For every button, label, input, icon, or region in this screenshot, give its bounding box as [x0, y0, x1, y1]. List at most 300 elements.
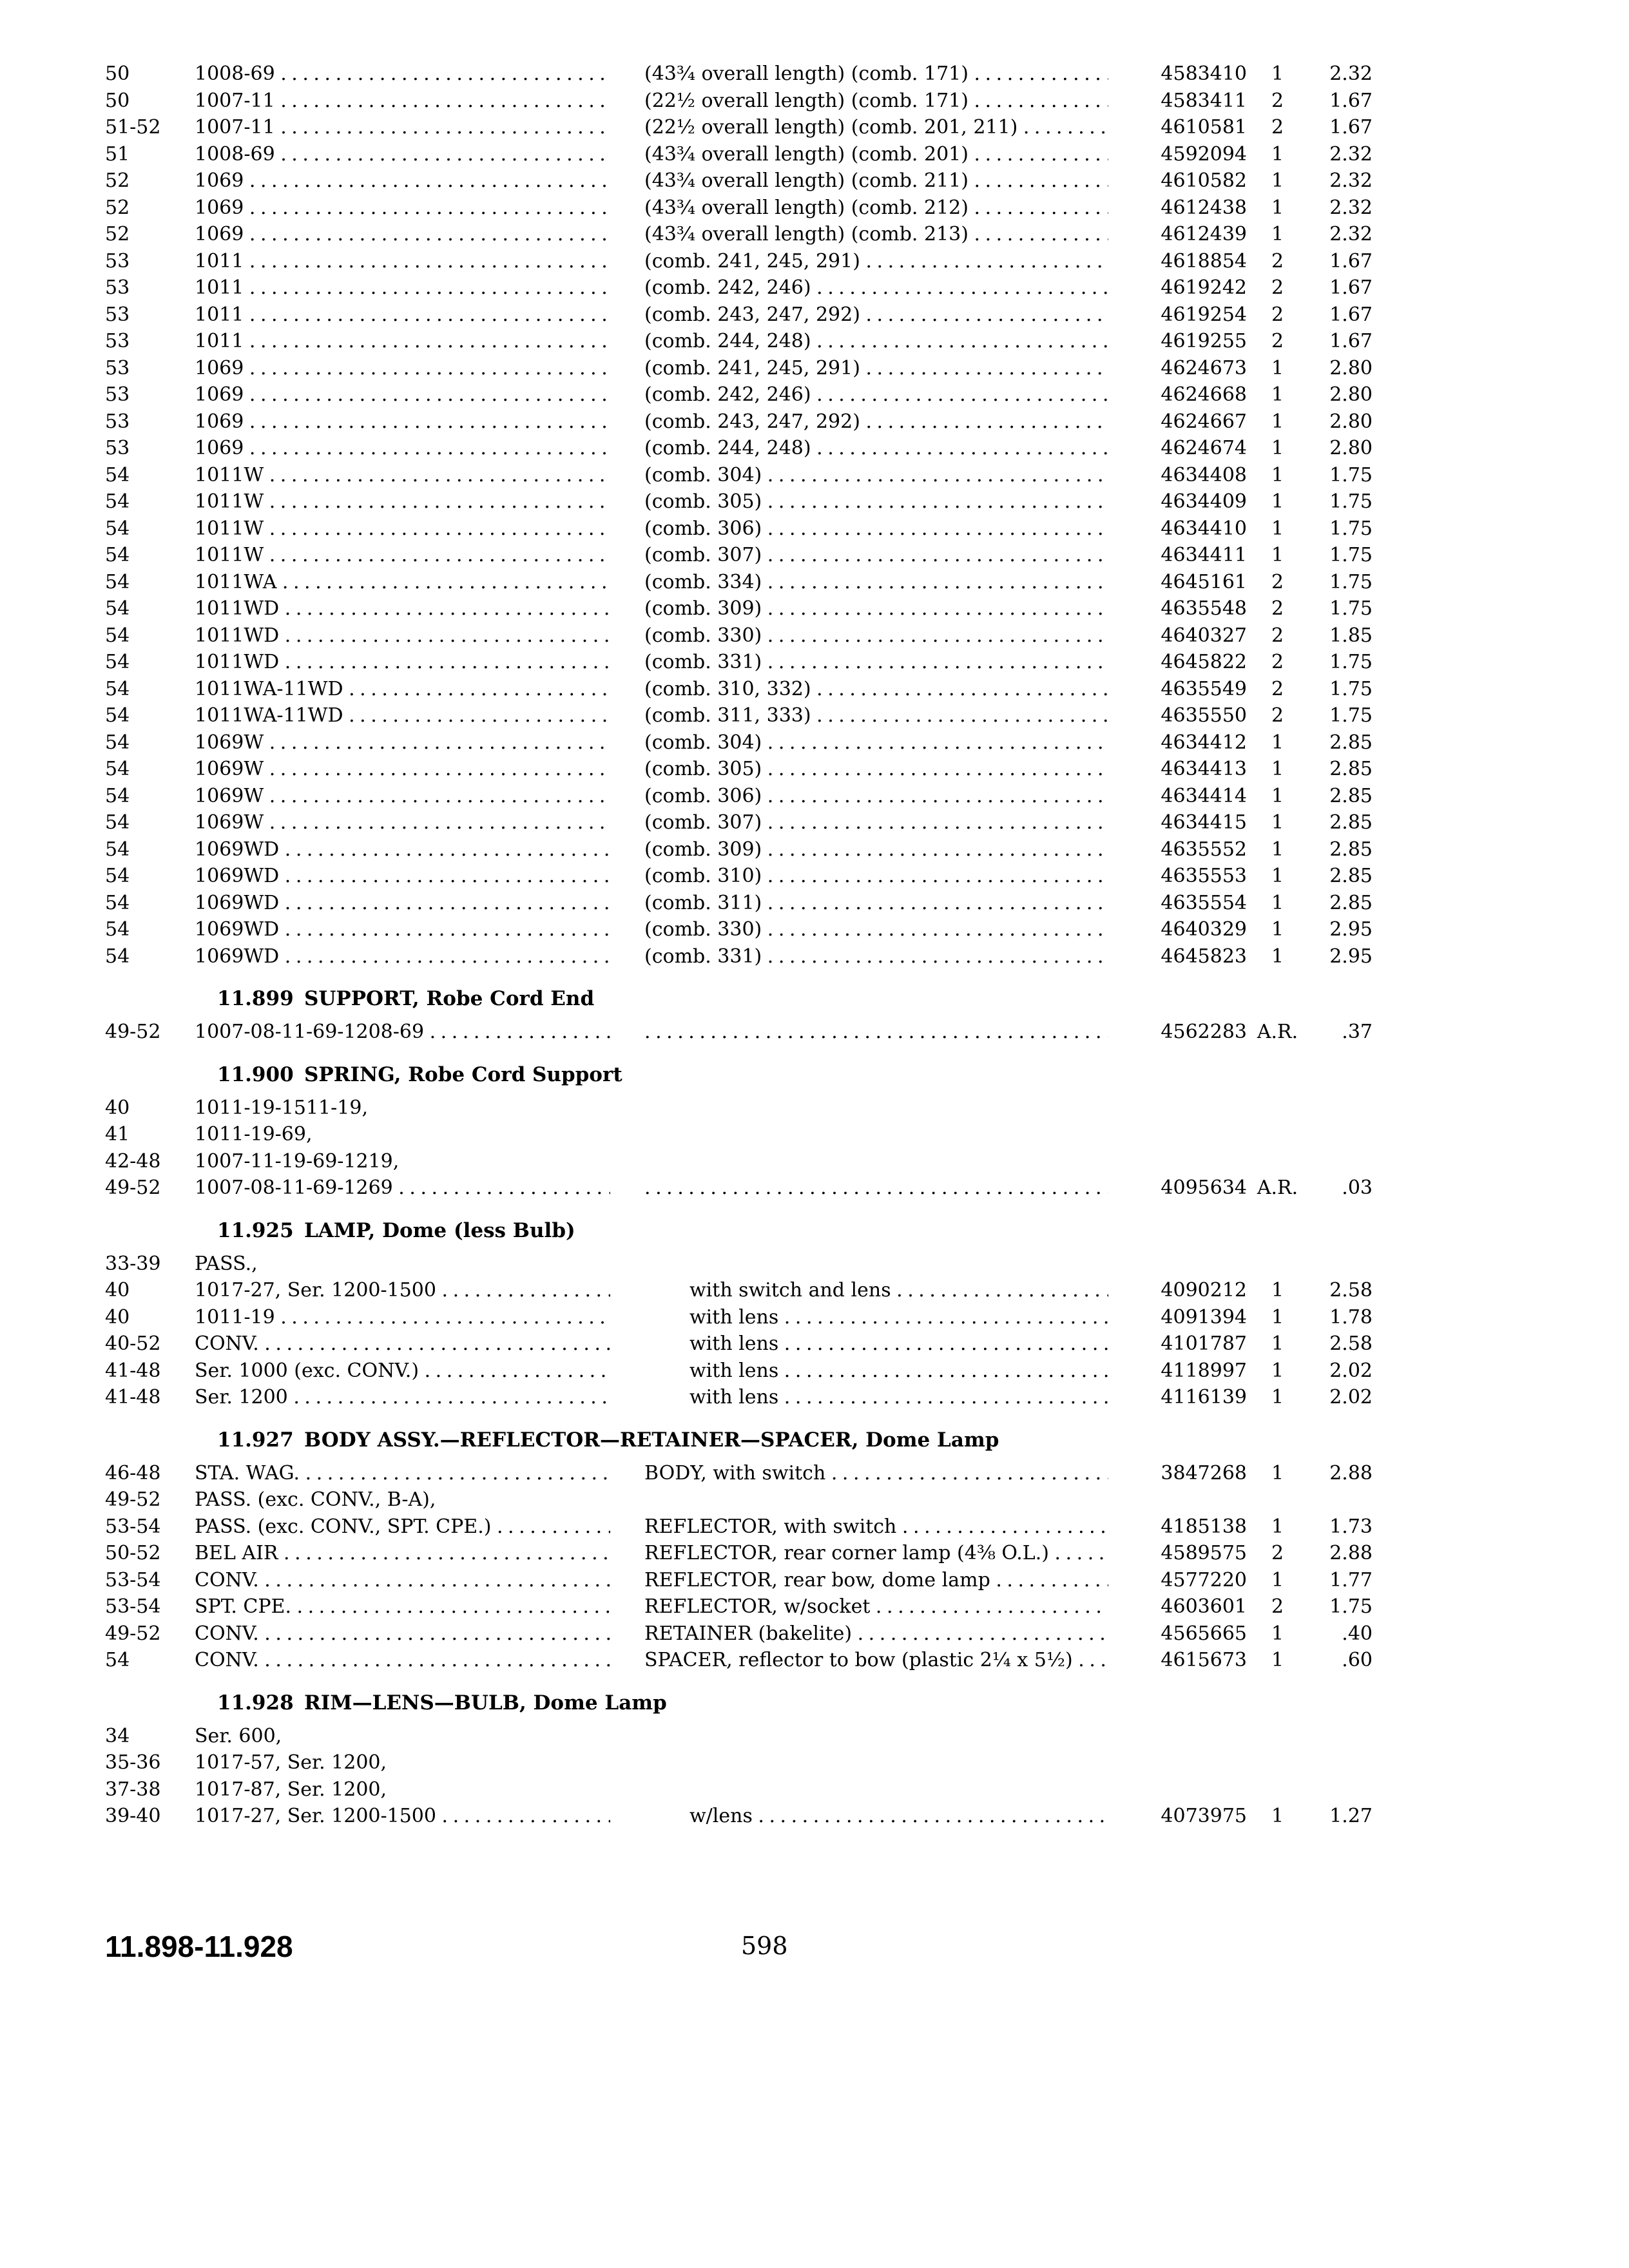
part-number-cell: 4634409: [1161, 490, 1247, 513]
quantity-cell: 1: [1271, 784, 1284, 807]
description-cell: (comb. 241, 245, 291) . . .: [644, 355, 1108, 382]
year-cell: 49-52: [105, 1622, 161, 1645]
parts-row: [0, 1175, 1629, 1202]
description-cell: (43¾ overall length) (comb. 171) . . .: [644, 61, 1108, 88]
part-number-cell: 4610582: [1161, 169, 1247, 192]
year-cell: 41-48: [105, 1359, 161, 1382]
model-cell: 1011-19-1511-19,: [195, 1096, 368, 1119]
parts-row: [0, 141, 1629, 168]
description-cell: (comb. 305) . . .: [644, 488, 1108, 515]
quantity-cell: 2: [1271, 303, 1284, 326]
quantity-cell: 1: [1271, 1386, 1284, 1408]
price-cell: .40: [1342, 1622, 1373, 1645]
quantity-cell: 1: [1271, 410, 1284, 433]
part-number-cell: 4091394: [1161, 1305, 1247, 1329]
price-cell: 2.32: [1329, 169, 1373, 192]
quantity-cell: 1: [1271, 169, 1284, 192]
year-cell: 49-52: [105, 1177, 161, 1199]
parts-row: [0, 1095, 1629, 1122]
model-cell: 1069W . . .: [195, 809, 610, 836]
description-cell: SPACER, reflector to bow (plastic 2¼ x 5½) . . .: [644, 1647, 1108, 1674]
description-cell: (comb. 243, 247, 292) . . .: [644, 302, 1108, 329]
description-cell: (comb. 331) . . .: [644, 943, 1108, 970]
model-cell: 1069WD . . .: [195, 863, 610, 890]
part-number-cell: 4634412: [1161, 731, 1247, 754]
model-cell: 1069 . . .: [195, 435, 610, 462]
part-number-cell: 4095634: [1161, 1177, 1247, 1199]
parts-row: [0, 1251, 1629, 1278]
year-cell: 54: [105, 731, 130, 754]
part-number-cell: 4612439: [1161, 223, 1247, 245]
page-number: 598: [741, 1932, 788, 1960]
model-cell: 1011-19-69,: [195, 1123, 313, 1146]
quantity-cell: 1: [1271, 517, 1284, 540]
part-number-cell: 4635549: [1161, 677, 1247, 700]
section-code: 11.899: [217, 987, 294, 1010]
model-cell: 1011WD . . .: [195, 595, 610, 622]
model-cell: Ser. 1200 . . .: [195, 1384, 610, 1411]
price-cell: 2.80: [1329, 356, 1373, 380]
model-cell: 1011W . . .: [195, 488, 610, 515]
model-cell: 1008-69 . . .: [195, 141, 610, 168]
model-cell: 1069WD . . .: [195, 890, 610, 917]
quantity-cell: 2: [1271, 116, 1284, 139]
year-cell: 33-39: [105, 1252, 161, 1275]
quantity-cell: 1: [1271, 1359, 1284, 1382]
part-number-cell: 4634414: [1161, 784, 1247, 807]
part-number-cell: 4610581: [1161, 116, 1247, 139]
description-cell: (comb. 309) . . .: [644, 836, 1108, 863]
section-heading: [0, 1211, 1629, 1251]
description-cell: (comb. 244, 248) . . .: [644, 435, 1108, 462]
parts-row: [0, 435, 1629, 462]
model-cell: 1017-57, Ser. 1200,: [195, 1751, 387, 1774]
quantity-cell: 2: [1271, 1595, 1284, 1618]
parts-row: [0, 729, 1629, 756]
quantity-cell: 2: [1271, 651, 1284, 673]
price-cell: 2.02: [1329, 1359, 1373, 1382]
year-cell: 40-52: [105, 1332, 161, 1355]
quantity-cell: 1: [1271, 196, 1284, 219]
parts-row: [0, 809, 1629, 836]
description-cell: (comb. 330) . . .: [644, 622, 1108, 649]
model-cell: 1011WA . . .: [195, 569, 610, 596]
parts-row: [0, 381, 1629, 408]
part-number-cell: 4583410: [1161, 62, 1247, 85]
model-cell: PASS. (exc. CONV., SPT. CPE.) . . .: [195, 1514, 610, 1541]
price-cell: 2.85: [1329, 758, 1373, 780]
model-cell: 1011 . . .: [195, 302, 610, 329]
quantity-cell: 1: [1271, 1805, 1284, 1827]
price-cell: .60: [1342, 1649, 1373, 1671]
price-cell: 1.75: [1329, 704, 1373, 727]
year-cell: 53: [105, 330, 130, 352]
model-cell: PASS. (exc. CONV., B-A),: [195, 1488, 436, 1511]
year-cell: 54: [105, 811, 130, 834]
section-title: RIM—LENS—BULB, Dome Lamp: [304, 1691, 667, 1715]
quantity-cell: 1: [1271, 1515, 1284, 1538]
parts-row: [0, 1647, 1629, 1674]
price-cell: 2.32: [1329, 142, 1373, 166]
model-cell: 1011WA-11WD . . .: [195, 676, 610, 703]
price-cell: 1.75: [1329, 597, 1373, 620]
section-heading: [0, 1420, 1629, 1460]
parts-row: [0, 1148, 1629, 1175]
model-cell: 1011WA-11WD . . .: [195, 702, 610, 729]
parts-row: [0, 1121, 1629, 1148]
description-cell: (comb. 244, 248) . . .: [644, 328, 1108, 355]
model-cell: 1069 . . .: [195, 221, 610, 248]
part-number-cell: 4635548: [1161, 597, 1247, 620]
description-cell: (comb. 243, 247, 292) . . .: [644, 408, 1108, 436]
description-cell: (comb. 334) . . .: [644, 569, 1108, 596]
year-cell: 54: [105, 463, 130, 486]
year-cell: 40: [105, 1305, 130, 1329]
quantity-cell: 1: [1271, 731, 1284, 754]
description-cell: (43¾ overall length) (comb. 212) . . .: [644, 195, 1108, 222]
model-cell: Ser. 600,: [195, 1724, 282, 1747]
model-cell: CONV. . . .: [195, 1647, 610, 1674]
model-cell: 1017-27, Ser. 1200-1500 . . .: [195, 1277, 610, 1304]
model-cell: 1011WD . . .: [195, 649, 610, 676]
year-cell: 53: [105, 437, 130, 459]
price-cell: .03: [1342, 1177, 1373, 1199]
part-number-cell: 4565665: [1161, 1622, 1247, 1645]
parts-row: [0, 221, 1629, 248]
section-title: LAMP, Dome (less Bulb): [304, 1218, 575, 1242]
part-number-cell: 4645822: [1161, 651, 1247, 673]
quantity-cell: 2: [1271, 570, 1284, 593]
parts-row: [0, 1723, 1629, 1750]
price-cell: 1.85: [1329, 624, 1373, 647]
quantity-cell: A.R.: [1257, 1021, 1298, 1043]
model-cell: 1007-08-11-69-1208-69 . . .: [195, 1019, 610, 1046]
section-heading: [0, 979, 1629, 1019]
description-cell: with lens . . .: [689, 1304, 1108, 1331]
price-cell: 1.75: [1329, 651, 1373, 673]
parts-row: [0, 1304, 1629, 1331]
price-cell: 2.80: [1329, 383, 1373, 406]
section-code: 11.928: [217, 1691, 294, 1715]
quantity-cell: 1: [1271, 891, 1284, 914]
quantity-cell: 1: [1271, 62, 1284, 85]
quantity-cell: 1: [1271, 865, 1284, 887]
section-heading: [0, 1055, 1629, 1095]
quantity-cell: 1: [1271, 490, 1284, 513]
description-cell: (comb. 304) . . .: [644, 729, 1108, 756]
price-cell: 1.75: [1329, 1595, 1373, 1618]
model-cell: PASS.,: [195, 1252, 258, 1275]
parts-row: [0, 1593, 1629, 1620]
quantity-cell: 1: [1271, 544, 1284, 566]
quantity-cell: 1: [1271, 1279, 1284, 1302]
quantity-cell: 1: [1271, 758, 1284, 780]
parts-row: [0, 916, 1629, 943]
price-cell: 2.85: [1329, 891, 1373, 914]
year-cell: 42-48: [105, 1149, 161, 1173]
description-cell: (comb. 305) . . .: [644, 756, 1108, 783]
year-cell: 52: [105, 169, 130, 192]
year-cell: 53: [105, 303, 130, 326]
year-cell: 52: [105, 196, 130, 219]
parts-row: [0, 1331, 1629, 1358]
parts-row: [0, 943, 1629, 970]
part-number-cell: 4619254: [1161, 303, 1247, 326]
description-cell: RETAINER (bakelite) . . .: [644, 1620, 1108, 1648]
year-cell: 49-52: [105, 1021, 161, 1043]
year-cell: 34: [105, 1724, 130, 1747]
parts-row: [0, 1486, 1629, 1514]
part-number-cell: 4615673: [1161, 1649, 1247, 1671]
part-number-cell: 4618854: [1161, 249, 1247, 273]
description-cell: with lens . . .: [689, 1358, 1108, 1385]
price-cell: 2.02: [1329, 1386, 1373, 1408]
part-number-cell: 4640327: [1161, 624, 1247, 647]
price-cell: 2.95: [1329, 918, 1373, 941]
year-cell: 54: [105, 651, 130, 673]
part-number-cell: 4619255: [1161, 330, 1247, 352]
model-cell: CONV. . . .: [195, 1331, 610, 1358]
price-cell: 1.75: [1329, 544, 1373, 566]
parts-row: [0, 1620, 1629, 1648]
parts-row: [0, 595, 1629, 622]
quantity-cell: 2: [1271, 330, 1284, 352]
parts-row: [0, 783, 1629, 810]
year-cell: 50: [105, 62, 130, 85]
quantity-cell: 1: [1271, 463, 1284, 486]
description-cell: REFLECTOR, rear bow, dome lamp . . .: [644, 1567, 1108, 1594]
parts-row: [0, 649, 1629, 676]
price-cell: 2.80: [1329, 410, 1373, 433]
price-cell: 2.58: [1329, 1332, 1373, 1355]
part-number-cell: 4073975: [1161, 1805, 1247, 1827]
year-cell: 35-36: [105, 1751, 161, 1774]
description-cell: (comb. 309) . . .: [644, 595, 1108, 622]
description-cell: (comb. 310) . . .: [644, 863, 1108, 890]
quantity-cell: 1: [1271, 142, 1284, 166]
parts-row: [0, 168, 1629, 195]
part-number-cell: 4635552: [1161, 838, 1247, 861]
quantity-cell: 1: [1271, 1461, 1284, 1485]
year-cell: 39-40: [105, 1805, 161, 1827]
year-cell: 53-54: [105, 1595, 161, 1618]
model-cell: 1069 . . .: [195, 355, 610, 382]
year-cell: 54: [105, 865, 130, 887]
parts-row: [0, 274, 1629, 302]
model-cell: 1069WD . . .: [195, 836, 610, 863]
parts-row: [0, 88, 1629, 115]
part-number-cell: 4118997: [1161, 1359, 1247, 1382]
year-cell: 53: [105, 383, 130, 406]
quantity-cell: 1: [1271, 838, 1284, 861]
description-cell: (comb. 304) . . .: [644, 462, 1108, 489]
parts-row: [0, 515, 1629, 543]
price-cell: 2.95: [1329, 945, 1373, 968]
model-cell: 1069 . . .: [195, 381, 610, 408]
parts-row: [0, 1749, 1629, 1776]
price-cell: 1.27: [1329, 1805, 1373, 1827]
part-number-cell: 4185138: [1161, 1515, 1247, 1538]
parts-row: [0, 302, 1629, 329]
year-cell: 50-52: [105, 1542, 161, 1564]
part-number-cell: 4592094: [1161, 142, 1247, 166]
parts-row: [0, 702, 1629, 729]
quantity-cell: 1: [1271, 383, 1284, 406]
parts-row: [0, 1358, 1629, 1385]
description-cell: (comb. 306) . . .: [644, 515, 1108, 543]
year-cell: 54: [105, 704, 130, 727]
part-number-cell: 3847268: [1161, 1461, 1247, 1485]
parts-row: [0, 61, 1629, 88]
description-cell: (comb. 241, 245, 291) . . .: [644, 248, 1108, 275]
price-cell: 2.85: [1329, 811, 1373, 834]
description-cell: (comb. 331) . . .: [644, 649, 1108, 676]
price-cell: 2.32: [1329, 62, 1373, 85]
price-cell: 1.67: [1329, 330, 1373, 352]
model-cell: 1069W . . .: [195, 729, 610, 756]
year-cell: 40: [105, 1096, 130, 1119]
description-cell: REFLECTOR, with switch . . .: [644, 1514, 1108, 1541]
model-cell: 1017-87, Ser. 1200,: [195, 1778, 387, 1801]
year-cell: 54: [105, 758, 130, 780]
year-cell: 51: [105, 142, 130, 166]
description-cell: (comb. 242, 246) . . .: [644, 381, 1108, 408]
parts-row: [0, 1540, 1629, 1567]
description-cell: (comb. 306) . . .: [644, 783, 1108, 810]
price-cell: 1.67: [1329, 116, 1373, 139]
model-cell: BEL AIR . . .: [195, 1540, 610, 1567]
parts-row: [0, 676, 1629, 703]
quantity-cell: 1: [1271, 223, 1284, 245]
year-cell: 54: [105, 677, 130, 700]
model-cell: 1007-11-19-69-1219,: [195, 1149, 400, 1173]
description-cell: with lens . . .: [689, 1331, 1108, 1358]
parts-row: [0, 248, 1629, 275]
parts-row: [0, 408, 1629, 436]
part-number-cell: 4583411: [1161, 89, 1247, 112]
model-cell: 1011W . . .: [195, 542, 610, 569]
quantity-cell: 2: [1271, 1542, 1284, 1564]
year-cell: 54: [105, 597, 130, 620]
part-number-cell: 4116139: [1161, 1386, 1247, 1408]
description-cell: [644, 1175, 1108, 1202]
part-number-cell: 4624667: [1161, 410, 1247, 433]
description-cell: BODY, with switch . . .: [644, 1460, 1108, 1487]
part-number-cell: 4645823: [1161, 945, 1247, 968]
price-cell: 2.88: [1329, 1461, 1373, 1485]
parts-row: [0, 1277, 1629, 1304]
model-cell: 1007-08-11-69-1269 . . .: [195, 1175, 610, 1202]
part-number-cell: 4634413: [1161, 758, 1247, 780]
parts-row: [0, 890, 1629, 917]
price-cell: 2.85: [1329, 865, 1373, 887]
parts-row: [0, 1460, 1629, 1487]
year-cell: 53-54: [105, 1515, 161, 1538]
price-cell: 1.75: [1329, 490, 1373, 513]
year-cell: 49-52: [105, 1488, 161, 1511]
part-number-cell: 4603601: [1161, 1595, 1247, 1618]
model-cell: SPT. CPE. . . .: [195, 1593, 610, 1620]
price-cell: 1.77: [1329, 1568, 1373, 1591]
part-number-cell: 4635554: [1161, 891, 1247, 914]
section-title: BODY ASSY.—REFLECTOR—RETAINER—SPACER, Dome Lamp: [304, 1428, 999, 1452]
year-cell: 54: [105, 544, 130, 566]
price-cell: 1.75: [1329, 517, 1373, 540]
quantity-cell: 1: [1271, 1622, 1284, 1645]
description-cell: (22½ overall length) (comb. 201, 211) . . .: [644, 114, 1108, 141]
price-cell: 2.80: [1329, 437, 1373, 459]
part-number-cell: 4101787: [1161, 1332, 1247, 1355]
model-cell: 1007-11 . . .: [195, 88, 610, 115]
model-cell: 1011WD . . .: [195, 622, 610, 649]
part-number-cell: 4634408: [1161, 463, 1247, 486]
parts-row: [0, 355, 1629, 382]
price-cell: 2.88: [1329, 1542, 1373, 1564]
description-cell: REFLECTOR, rear corner lamp (4⅜ O.L.) . . .: [644, 1540, 1108, 1567]
parts-row: [0, 1803, 1629, 1830]
parts-row: [0, 1019, 1629, 1046]
description-cell: REFLECTOR, w/socket . . .: [644, 1593, 1108, 1620]
price-cell: 2.32: [1329, 196, 1373, 219]
description-cell: (43¾ overall length) (comb. 213) . . .: [644, 221, 1108, 248]
year-cell: 53: [105, 249, 130, 273]
section-code: 11.927: [217, 1428, 294, 1452]
description-cell: (comb. 311) . . .: [644, 890, 1108, 917]
quantity-cell: 2: [1271, 624, 1284, 647]
parts-row: [0, 569, 1629, 596]
parts-row: [0, 488, 1629, 515]
description-cell: (comb. 311, 333) . . .: [644, 702, 1108, 729]
price-cell: 1.67: [1329, 303, 1373, 326]
price-cell: 1.67: [1329, 249, 1373, 273]
section-title: SUPPORT, Robe Cord End: [304, 987, 595, 1010]
price-cell: .37: [1342, 1021, 1373, 1043]
price-cell: 2.85: [1329, 731, 1373, 754]
description-cell: with switch and lens . . .: [689, 1277, 1108, 1304]
model-cell: 1011 . . .: [195, 248, 610, 275]
part-number-cell: 4624668: [1161, 383, 1247, 406]
year-cell: 54: [105, 490, 130, 513]
price-cell: 1.75: [1329, 677, 1373, 700]
year-cell: 53: [105, 356, 130, 380]
quantity-cell: 2: [1271, 677, 1284, 700]
model-cell: 1017-27, Ser. 1200-1500 . . .: [195, 1803, 610, 1830]
parts-row: [0, 863, 1629, 890]
part-number-cell: 4624674: [1161, 437, 1247, 459]
parts-row: [0, 756, 1629, 783]
parts-row: [0, 114, 1629, 141]
year-cell: 54: [105, 918, 130, 941]
price-cell: 2.85: [1329, 838, 1373, 861]
model-cell: 1008-69 . . .: [195, 61, 610, 88]
quantity-cell: 2: [1271, 249, 1284, 273]
description-cell: [644, 1019, 1108, 1046]
section-title: SPRING, Robe Cord Support: [304, 1062, 622, 1086]
model-cell: Ser. 1000 (exc. CONV.) . . .: [195, 1358, 610, 1385]
year-cell: 54: [105, 784, 130, 807]
description-cell: w/lens . . .: [689, 1803, 1108, 1830]
quantity-cell: 1: [1271, 811, 1284, 834]
model-cell: STA. WAG. . . .: [195, 1460, 610, 1487]
quantity-cell: 1: [1271, 1332, 1284, 1355]
price-cell: 1.75: [1329, 463, 1373, 486]
model-cell: 1011W . . .: [195, 515, 610, 543]
description-cell: (comb. 242, 246) . . .: [644, 274, 1108, 302]
part-number-cell: 4634410: [1161, 517, 1247, 540]
year-cell: 54: [105, 624, 130, 647]
year-cell: 54: [105, 1649, 130, 1671]
price-cell: 1.75: [1329, 570, 1373, 593]
